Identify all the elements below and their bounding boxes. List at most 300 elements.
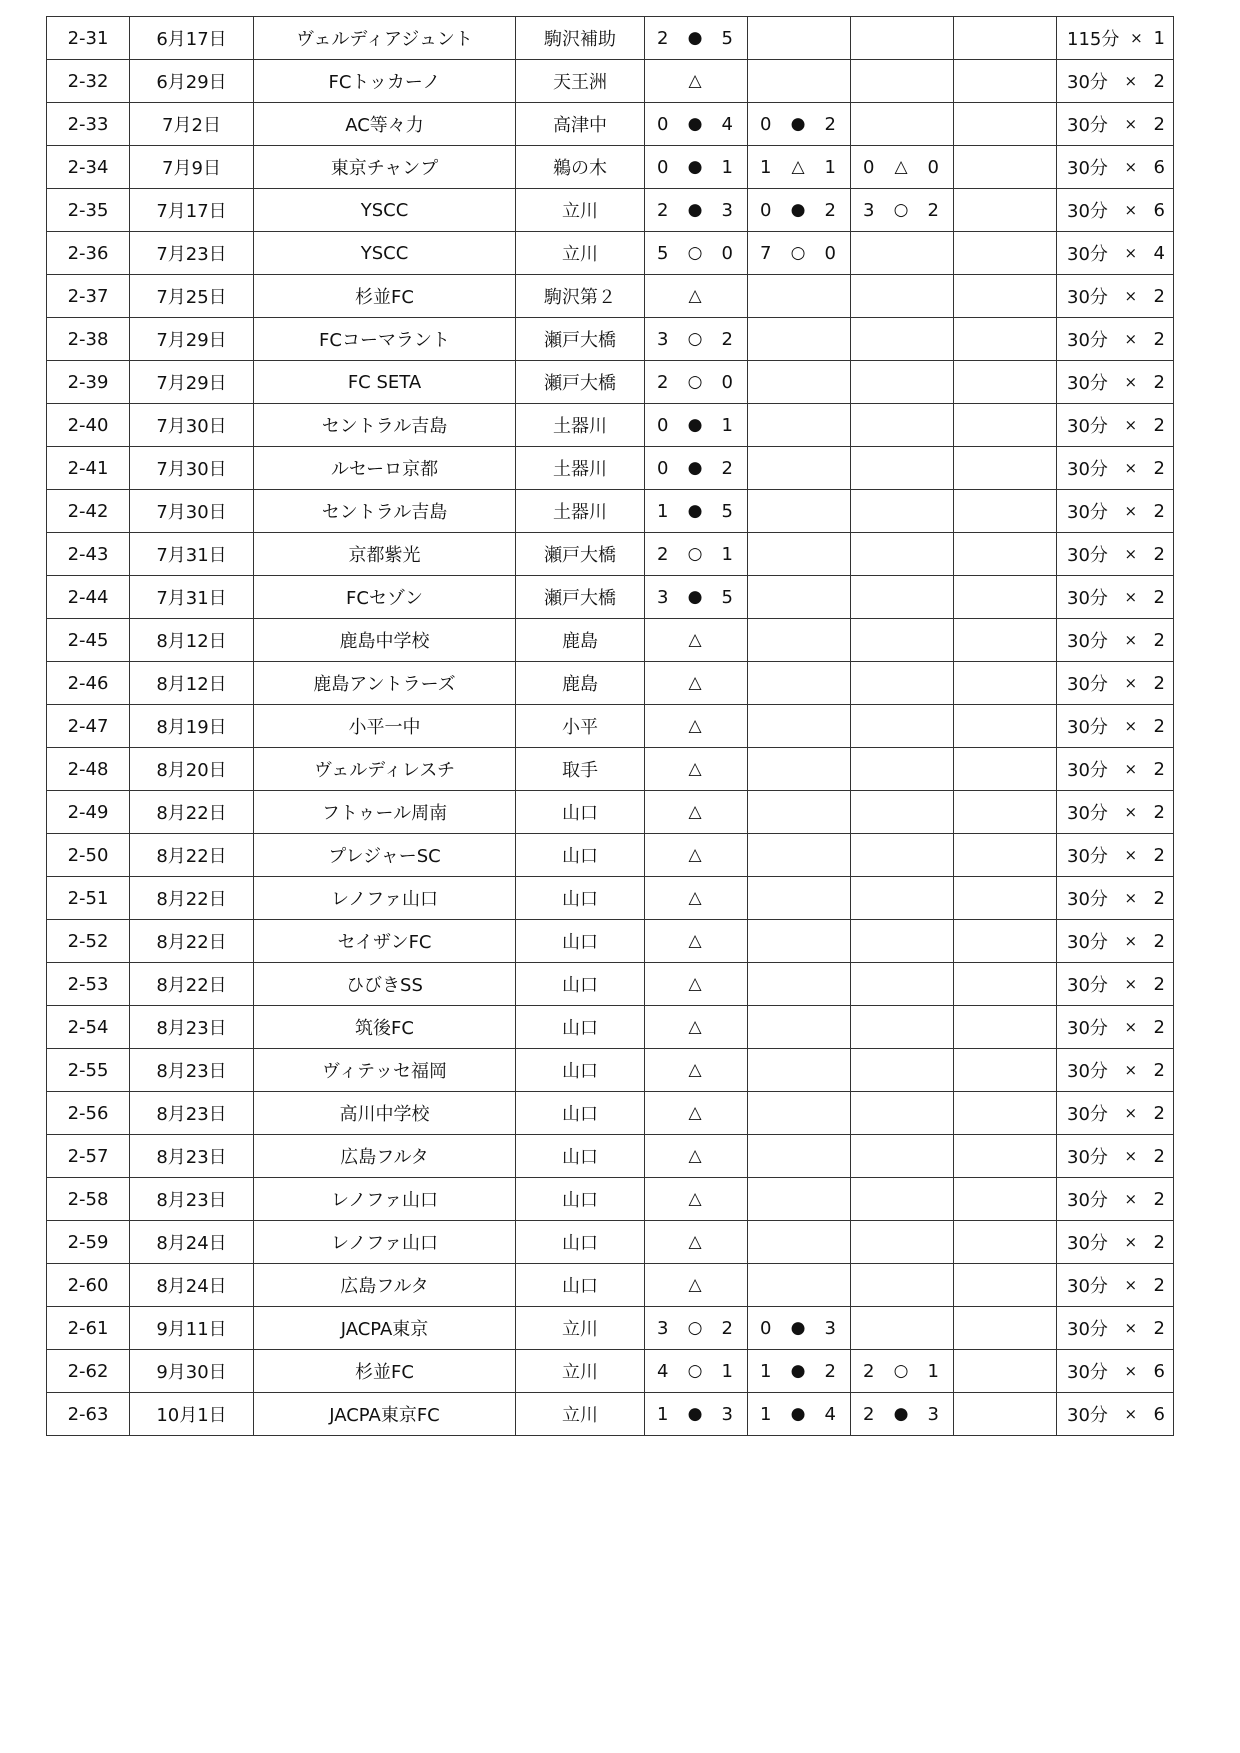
duration-cell <box>1057 1135 1174 1178</box>
score-cell <box>851 318 954 361</box>
score-cell <box>851 963 954 1006</box>
score <box>645 285 747 306</box>
score-cell <box>851 361 954 404</box>
period-count: 2 <box>1153 1188 1165 1210</box>
score-cell <box>851 705 954 748</box>
half-duration: 30分 <box>1067 1319 1108 1340</box>
times-symbol: × <box>1124 846 1138 864</box>
opponent-name: AC等々力 <box>254 103 516 146</box>
opponent-name: JACPA東京 <box>254 1307 516 1350</box>
result-mark: △ <box>688 887 702 908</box>
result-mark: △ <box>688 672 702 693</box>
period-count: 2 <box>1153 930 1165 952</box>
table-row <box>47 1135 1174 1178</box>
score-cell <box>954 748 1057 791</box>
table-row <box>47 232 1174 275</box>
duration-cell <box>1057 447 1174 490</box>
score-cell <box>748 490 851 533</box>
half-duration: 30分 <box>1067 416 1108 437</box>
times-symbol: × <box>1124 1405 1138 1423</box>
score-cell <box>851 189 954 232</box>
period-count: 2 <box>1153 629 1165 651</box>
score <box>748 114 850 135</box>
score-cell <box>851 576 954 619</box>
result-mark: ○ <box>893 1360 909 1381</box>
period-count: 2 <box>1153 285 1165 307</box>
score-cell <box>748 533 851 576</box>
venue-name: 山口 <box>516 1006 645 1049</box>
opponent-name: フトゥール周南 <box>254 791 516 834</box>
score-cell <box>748 1092 851 1135</box>
score-cell <box>645 834 748 877</box>
result-mark: △ <box>688 70 702 91</box>
score <box>645 887 747 908</box>
period-count: 2 <box>1153 1016 1165 1038</box>
score <box>645 329 747 350</box>
score-own: 1 <box>760 156 772 178</box>
opponent-name: レノファ山口 <box>254 877 516 920</box>
half-duration: 30分 <box>1067 287 1108 308</box>
match-number: 2-43 <box>47 533 130 576</box>
match-date: 8月23日 <box>130 1178 254 1221</box>
table-row <box>47 1393 1174 1436</box>
score-cell <box>851 1178 954 1221</box>
score <box>645 28 747 49</box>
score-cell <box>748 1350 851 1393</box>
score-cell <box>748 146 851 189</box>
match-number: 2-52 <box>47 920 130 963</box>
table-row <box>47 1307 1174 1350</box>
score-own: 0 <box>760 113 772 135</box>
times-symbol: × <box>1124 459 1138 477</box>
match-date: 7月25日 <box>130 275 254 318</box>
score-cell <box>851 1092 954 1135</box>
result-mark: ○ <box>687 371 703 392</box>
opponent-name: ヴィテッセ福岡 <box>254 1049 516 1092</box>
score-cell <box>954 17 1057 60</box>
venue-name: 立川 <box>516 232 645 275</box>
result-mark: △ <box>688 285 702 306</box>
times-symbol: × <box>1124 1233 1138 1251</box>
table-row <box>47 103 1174 146</box>
match-number: 2-33 <box>47 103 130 146</box>
score-own: 3 <box>657 586 669 608</box>
score-cell <box>645 103 748 146</box>
times-symbol: × <box>1124 287 1138 305</box>
match-number: 2-63 <box>47 1393 130 1436</box>
score-opponent: 2 <box>824 1360 836 1382</box>
opponent-name: YSCC <box>254 189 516 232</box>
match-number: 2-40 <box>47 404 130 447</box>
half-duration: 30分 <box>1067 760 1108 781</box>
match-date: 8月12日 <box>130 619 254 662</box>
score <box>748 1318 850 1339</box>
score-cell <box>954 103 1057 146</box>
opponent-name: セントラル吉島 <box>254 404 516 447</box>
score-cell <box>645 232 748 275</box>
score-cell <box>954 60 1057 103</box>
score-cell <box>851 60 954 103</box>
duration-cell <box>1057 361 1174 404</box>
match-number: 2-57 <box>47 1135 130 1178</box>
score-cell <box>954 533 1057 576</box>
match-date: 8月22日 <box>130 920 254 963</box>
result-mark: ● <box>687 414 703 435</box>
score-cell <box>851 748 954 791</box>
score-cell <box>748 361 851 404</box>
opponent-name: FCコーマラント <box>254 318 516 361</box>
match-number: 2-49 <box>47 791 130 834</box>
table-row <box>47 1092 1174 1135</box>
score <box>645 672 747 693</box>
score-cell <box>645 1135 748 1178</box>
times-symbol: × <box>1124 803 1138 821</box>
score-cell <box>954 963 1057 1006</box>
match-date: 10月1日 <box>130 1393 254 1436</box>
duration-cell <box>1057 232 1174 275</box>
match-date: 7月17日 <box>130 189 254 232</box>
match-number: 2-53 <box>47 963 130 1006</box>
score <box>645 801 747 822</box>
period-count: 6 <box>1153 1360 1165 1382</box>
score <box>645 715 747 736</box>
period-count: 2 <box>1153 1145 1165 1167</box>
score-opponent: 1 <box>824 156 836 178</box>
table-row <box>47 60 1174 103</box>
score-cell <box>645 533 748 576</box>
times-symbol: × <box>1124 330 1138 348</box>
score-cell <box>748 1307 851 1350</box>
score-cell <box>645 1221 748 1264</box>
opponent-name: 広島フルタ <box>254 1264 516 1307</box>
table-row <box>47 791 1174 834</box>
venue-name: 山口 <box>516 1049 645 1092</box>
score-cell <box>748 1178 851 1221</box>
table-row <box>47 1221 1174 1264</box>
half-duration: 30分 <box>1067 115 1108 136</box>
score <box>645 1102 747 1123</box>
period-count: 6 <box>1153 1403 1165 1425</box>
match-number: 2-39 <box>47 361 130 404</box>
score-cell <box>645 1307 748 1350</box>
table-row <box>47 619 1174 662</box>
result-mark: ● <box>687 500 703 521</box>
score-cell <box>748 662 851 705</box>
score-cell <box>851 490 954 533</box>
table-body <box>47 17 1174 1436</box>
score-cell <box>851 1006 954 1049</box>
score-own: 5 <box>657 242 669 264</box>
duration-cell <box>1057 1264 1174 1307</box>
half-duration: 30分 <box>1067 330 1108 351</box>
score-cell <box>851 1135 954 1178</box>
half-duration: 30分 <box>1067 1233 1108 1254</box>
score-cell <box>954 318 1057 361</box>
score-own: 1 <box>760 1360 772 1382</box>
result-mark: ● <box>893 1403 909 1424</box>
score-own: 4 <box>657 1360 669 1382</box>
score-opponent: 1 <box>721 414 733 436</box>
score-own: 2 <box>657 199 669 221</box>
result-mark: △ <box>894 156 908 177</box>
score-cell <box>645 662 748 705</box>
match-number: 2-51 <box>47 877 130 920</box>
score <box>645 200 747 221</box>
match-number: 2-50 <box>47 834 130 877</box>
duration-cell <box>1057 662 1174 705</box>
match-number: 2-42 <box>47 490 130 533</box>
score-cell <box>851 232 954 275</box>
score-opponent: 4 <box>824 1403 836 1425</box>
score-cell <box>645 189 748 232</box>
score-opponent: 2 <box>721 328 733 350</box>
match-date: 9月30日 <box>130 1350 254 1393</box>
times-symbol: × <box>1124 1018 1138 1036</box>
table-row <box>47 318 1174 361</box>
score <box>645 1231 747 1252</box>
score-opponent: 2 <box>927 199 939 221</box>
match-date: 7月31日 <box>130 576 254 619</box>
opponent-name: 鹿島中学校 <box>254 619 516 662</box>
times-symbol: × <box>1124 889 1138 907</box>
score-cell <box>748 17 851 60</box>
score-cell <box>645 963 748 1006</box>
opponent-name: JACPA東京FC <box>254 1393 516 1436</box>
score-cell <box>954 877 1057 920</box>
score-cell <box>645 1393 748 1436</box>
venue-name: 駒沢第２ <box>516 275 645 318</box>
score-opponent: 5 <box>721 27 733 49</box>
times-symbol: × <box>1124 1319 1138 1337</box>
score <box>851 157 953 178</box>
table-row <box>47 1178 1174 1221</box>
score <box>645 114 747 135</box>
match-number: 2-34 <box>47 146 130 189</box>
match-date: 8月23日 <box>130 1049 254 1092</box>
score-cell <box>851 920 954 963</box>
match-number: 2-31 <box>47 17 130 60</box>
match-date: 8月23日 <box>130 1006 254 1049</box>
venue-name: 鵜の木 <box>516 146 645 189</box>
duration-cell <box>1057 146 1174 189</box>
opponent-name: 筑後FC <box>254 1006 516 1049</box>
table-row <box>47 490 1174 533</box>
times-symbol: × <box>1124 373 1138 391</box>
match-date: 7月31日 <box>130 533 254 576</box>
result-mark: ● <box>687 586 703 607</box>
score-cell <box>954 275 1057 318</box>
duration-cell <box>1057 404 1174 447</box>
times-symbol: × <box>1124 72 1138 90</box>
score-opponent: 2 <box>824 113 836 135</box>
score-cell <box>954 490 1057 533</box>
table-row <box>47 576 1174 619</box>
score <box>645 458 747 479</box>
opponent-name: 京都紫光 <box>254 533 516 576</box>
score-own: 1 <box>657 1403 669 1425</box>
score <box>645 372 747 393</box>
score-cell <box>851 533 954 576</box>
result-mark: ● <box>687 156 703 177</box>
period-count: 2 <box>1153 672 1165 694</box>
venue-name: 土器川 <box>516 490 645 533</box>
venue-name: 小平 <box>516 705 645 748</box>
half-duration: 30分 <box>1067 932 1108 953</box>
score-opponent: 3 <box>824 1317 836 1339</box>
score-own: 0 <box>657 414 669 436</box>
score-cell <box>954 920 1057 963</box>
half-duration: 30分 <box>1067 1190 1108 1211</box>
score-cell <box>748 619 851 662</box>
score-cell <box>645 60 748 103</box>
venue-name: 山口 <box>516 1264 645 1307</box>
duration-cell <box>1057 705 1174 748</box>
score-cell <box>748 1221 851 1264</box>
score-opponent: 1 <box>721 543 733 565</box>
period-count: 2 <box>1153 715 1165 737</box>
period-count: 2 <box>1153 500 1165 522</box>
score <box>645 157 747 178</box>
score-cell <box>645 619 748 662</box>
duration-cell <box>1057 189 1174 232</box>
half-duration: 30分 <box>1067 1147 1108 1168</box>
venue-name: 土器川 <box>516 404 645 447</box>
score-cell <box>748 404 851 447</box>
match-number: 2-36 <box>47 232 130 275</box>
period-count: 6 <box>1153 156 1165 178</box>
score <box>851 1404 953 1425</box>
score-cell <box>645 17 748 60</box>
match-date: 7月30日 <box>130 490 254 533</box>
table-row <box>47 877 1174 920</box>
venue-name: 鹿島 <box>516 619 645 662</box>
opponent-name: ルセーロ京都 <box>254 447 516 490</box>
half-duration: 30分 <box>1067 889 1108 910</box>
match-date: 7月30日 <box>130 447 254 490</box>
match-number: 2-38 <box>47 318 130 361</box>
half-duration: 30分 <box>1067 1276 1108 1297</box>
table-row <box>47 17 1174 60</box>
result-mark: △ <box>688 758 702 779</box>
match-results-table <box>46 16 1174 1436</box>
score-cell <box>954 232 1057 275</box>
score-own: 2 <box>657 371 669 393</box>
venue-name: 立川 <box>516 1393 645 1436</box>
score-cell <box>954 1006 1057 1049</box>
table-row <box>47 1264 1174 1307</box>
score-cell <box>851 447 954 490</box>
duration-cell <box>1057 17 1174 60</box>
score-cell <box>645 920 748 963</box>
result-mark: △ <box>791 156 805 177</box>
score-own: 0 <box>657 457 669 479</box>
table-row <box>47 705 1174 748</box>
venue-name: 山口 <box>516 1092 645 1135</box>
duration-cell <box>1057 1049 1174 1092</box>
result-mark: ● <box>687 199 703 220</box>
score-cell <box>954 1350 1057 1393</box>
venue-name: 山口 <box>516 920 645 963</box>
venue-name: 山口 <box>516 1178 645 1221</box>
period-count: 2 <box>1153 844 1165 866</box>
score-cell <box>748 791 851 834</box>
period-count: 2 <box>1153 887 1165 909</box>
score-cell <box>748 232 851 275</box>
venue-name: 瀬戸大橋 <box>516 576 645 619</box>
half-duration: 115分 <box>1067 29 1120 50</box>
times-symbol: × <box>1124 760 1138 778</box>
score <box>645 930 747 951</box>
match-date: 8月24日 <box>130 1264 254 1307</box>
duration-cell <box>1057 1350 1174 1393</box>
match-date: 8月23日 <box>130 1092 254 1135</box>
table-row <box>47 361 1174 404</box>
score-cell <box>954 1135 1057 1178</box>
times-symbol: × <box>1124 674 1138 692</box>
match-date: 7月23日 <box>130 232 254 275</box>
score-cell <box>954 662 1057 705</box>
duration-cell <box>1057 103 1174 146</box>
score-cell <box>851 1049 954 1092</box>
opponent-name: レノファ山口 <box>254 1221 516 1264</box>
score <box>645 1361 747 1382</box>
match-date: 8月23日 <box>130 1135 254 1178</box>
score-cell <box>851 1350 954 1393</box>
score-own: 0 <box>863 156 875 178</box>
venue-name: 山口 <box>516 1221 645 1264</box>
score-cell <box>954 404 1057 447</box>
score-opponent: 3 <box>721 1403 733 1425</box>
score <box>851 200 953 221</box>
result-mark: ○ <box>687 543 703 564</box>
opponent-name: 広島フルタ <box>254 1135 516 1178</box>
score-cell <box>954 146 1057 189</box>
score-cell <box>748 447 851 490</box>
duration-cell <box>1057 920 1174 963</box>
score <box>645 1404 747 1425</box>
table-row <box>47 447 1174 490</box>
result-mark: △ <box>688 801 702 822</box>
duration-cell <box>1057 791 1174 834</box>
score <box>748 1361 850 1382</box>
result-mark: △ <box>688 1016 702 1037</box>
score <box>645 1016 747 1037</box>
duration-cell <box>1057 533 1174 576</box>
match-date: 6月29日 <box>130 60 254 103</box>
table-row <box>47 834 1174 877</box>
half-duration: 30分 <box>1067 631 1108 652</box>
result-mark: △ <box>688 1059 702 1080</box>
score-cell <box>748 189 851 232</box>
venue-name: 瀬戸大橋 <box>516 533 645 576</box>
venue-name: 山口 <box>516 791 645 834</box>
score-cell <box>954 1221 1057 1264</box>
score <box>645 1188 747 1209</box>
opponent-name: プレジャーSC <box>254 834 516 877</box>
duration-cell <box>1057 576 1174 619</box>
score-opponent: 3 <box>721 199 733 221</box>
score-cell <box>645 1049 748 1092</box>
duration-cell <box>1057 1006 1174 1049</box>
result-mark: ● <box>687 27 703 48</box>
table-row <box>47 1006 1174 1049</box>
score-cell <box>851 103 954 146</box>
result-mark: ● <box>790 1360 806 1381</box>
score-own: 2 <box>657 543 669 565</box>
score-cell <box>645 447 748 490</box>
period-count: 2 <box>1153 414 1165 436</box>
table-row <box>47 146 1174 189</box>
